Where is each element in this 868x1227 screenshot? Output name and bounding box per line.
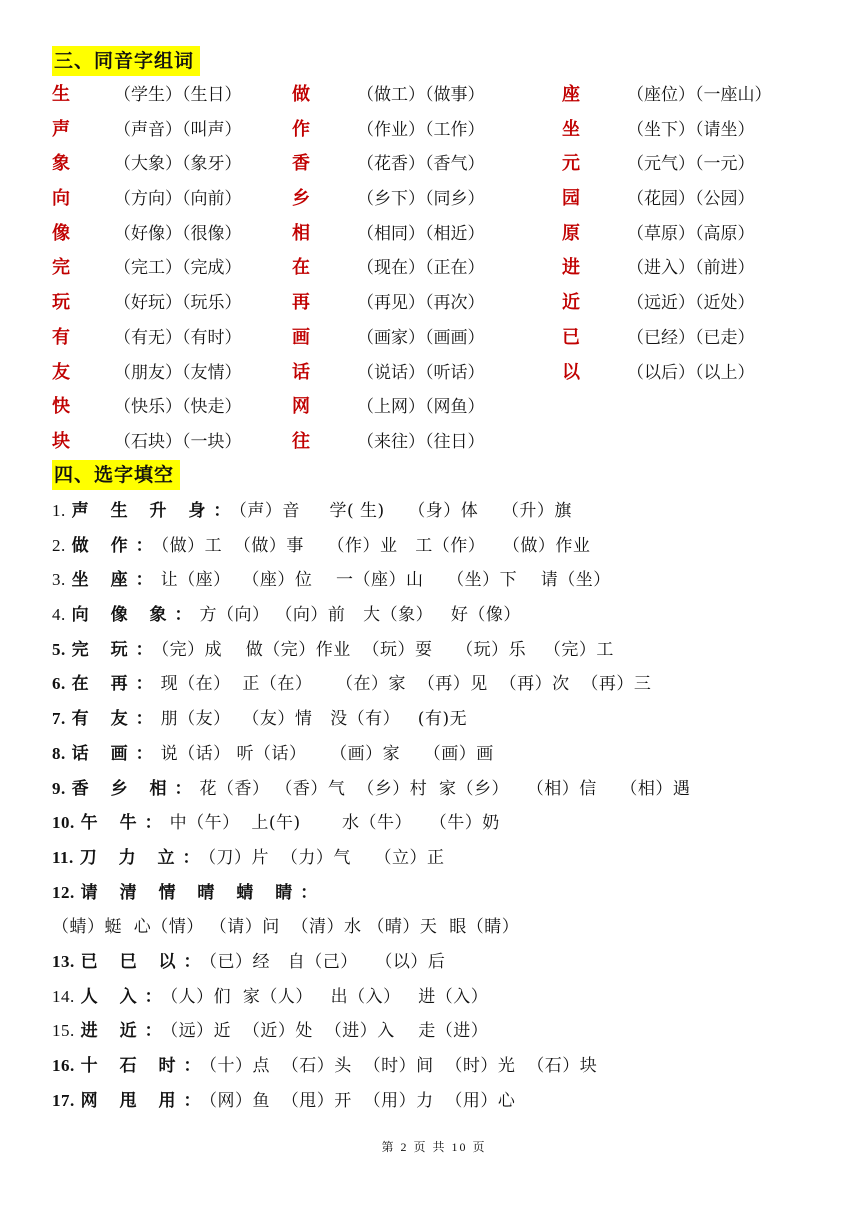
item-characters: 坐 座： bbox=[71, 570, 161, 591]
item-answers: （蜻）蜓 心（情） （请）问 （清）水 （晴）天 眼（睛） bbox=[52, 917, 520, 938]
homophone-words: （大象）（象牙） bbox=[114, 154, 242, 175]
homophone-char: 乡 bbox=[292, 188, 310, 210]
fill-in-item bbox=[52, 565, 852, 600]
homophone-char: 话 bbox=[292, 361, 310, 383]
homophone-words: （来往）（往日） bbox=[357, 431, 485, 452]
homophone-words: （石块）（一块） bbox=[114, 431, 242, 452]
homophone-char: 元 bbox=[562, 153, 580, 175]
fill-in-item bbox=[52, 669, 852, 704]
item-characters: 香 乡 相： bbox=[71, 778, 200, 799]
item-characters: 人 入： bbox=[80, 986, 170, 1007]
item-number: 6. bbox=[52, 674, 66, 694]
homophone-char: 快 bbox=[52, 396, 70, 418]
homophone-row bbox=[52, 323, 852, 358]
item-answers: （声）音 学( 生) （身）体 （升）旗 bbox=[238, 501, 572, 521]
homophone-char: 友 bbox=[52, 361, 70, 383]
item-answers: （已）经 自（己） （以）后 bbox=[208, 951, 446, 972]
item-number: 14. bbox=[52, 986, 75, 1006]
item-number: 11. bbox=[52, 847, 74, 867]
homophone-words: （草原）（高原） bbox=[627, 223, 755, 244]
homophone-words: （花香）（香气） bbox=[357, 154, 485, 175]
homophone-words: （说话）（听话） bbox=[357, 362, 485, 383]
item-answers: 方（向） （向）前 大（象） 好（像） bbox=[199, 605, 521, 626]
fill-in-item bbox=[52, 704, 852, 739]
homophone-words: （再见）（再次） bbox=[357, 293, 485, 314]
fill-in-item bbox=[52, 531, 852, 566]
item-answers: 花（香） （香）气 （乡）村 家（乡） （相）信 （相）遇 bbox=[199, 778, 691, 799]
item-answers: （做）工 （做）事 （作）业 工（作） （做）作业 bbox=[160, 535, 591, 556]
homophone-char: 生 bbox=[52, 84, 70, 105]
item-number: 16. bbox=[52, 1056, 75, 1075]
homophone-char: 像 bbox=[52, 222, 70, 244]
homophone-char: 有 bbox=[52, 326, 70, 348]
fill-in-item bbox=[52, 635, 852, 670]
homophone-grid bbox=[52, 80, 852, 462]
homophone-char: 网 bbox=[292, 396, 310, 418]
item-answers: 现（在） 正（在） （在）家 （再）见 （再）次 （再）三 bbox=[160, 674, 652, 695]
homophone-row bbox=[52, 115, 852, 150]
homophone-row bbox=[52, 219, 852, 254]
fill-in-item bbox=[52, 774, 852, 809]
homophone-char: 已 bbox=[562, 326, 580, 348]
homophone-char: 坐 bbox=[562, 118, 580, 140]
item-number: 9. bbox=[52, 778, 66, 798]
item-number: 1. bbox=[52, 501, 66, 520]
item-number: 3. bbox=[52, 570, 66, 590]
homophone-row bbox=[52, 149, 852, 184]
homophone-char: 完 bbox=[52, 257, 70, 279]
homophone-char: 园 bbox=[562, 188, 580, 210]
item-answers: 朋（友） （友）情 没（有） (有)无 bbox=[160, 709, 468, 730]
item-answers: （网）鱼 （甩）开 （用）力 （用）心 bbox=[208, 1090, 516, 1111]
item-number: 12. bbox=[52, 882, 75, 902]
homophone-char: 玩 bbox=[52, 292, 70, 314]
homophone-words: （快乐）（快走） bbox=[114, 397, 242, 418]
item-characters: 声 生 升 身： bbox=[71, 501, 239, 521]
item-characters: 在 再： bbox=[71, 674, 161, 695]
item-answers: （十）点 （石）头 （时）间 （时）光 （石）块 bbox=[208, 1056, 598, 1076]
page-footer: 第 2 页 共 10 页 bbox=[381, 1140, 487, 1154]
item-characters: 有 友： bbox=[71, 709, 161, 730]
item-number: 15. bbox=[52, 1021, 75, 1041]
fill-in-item bbox=[52, 1051, 852, 1086]
homophone-char: 作 bbox=[292, 118, 310, 140]
section-title-homophones: 三、同音字组词 bbox=[52, 46, 200, 76]
homophone-char: 以 bbox=[562, 361, 580, 383]
homophone-words: （元气）（一元） bbox=[627, 154, 755, 175]
homophone-words: （以后）（以上） bbox=[627, 362, 755, 383]
homophone-words: （进入）（前进） bbox=[627, 258, 755, 279]
homophone-words: （画家）（画画） bbox=[357, 327, 485, 348]
homophone-char: 画 bbox=[292, 326, 310, 348]
homophone-row bbox=[52, 184, 852, 219]
item-number: 13. bbox=[52, 951, 75, 971]
item-characters: 请 清 情 晴 蜻 睛： bbox=[80, 882, 326, 903]
item-number: 5. bbox=[52, 639, 66, 659]
homophone-row bbox=[52, 80, 852, 115]
item-answers: （人）们 家（人） 出（入） 进（入） bbox=[169, 986, 489, 1007]
homophone-words: （有无）（有时） bbox=[114, 327, 242, 348]
section-title-fill-in: 四、选字填空 bbox=[52, 460, 180, 490]
homophone-row bbox=[52, 253, 852, 288]
homophone-char: 香 bbox=[292, 153, 310, 175]
item-characters: 网 甩 用： bbox=[80, 1090, 209, 1111]
homophone-words: （花园）（公园） bbox=[627, 189, 755, 210]
fill-in-item bbox=[52, 808, 852, 843]
homophone-words: （坐下）（请坐） bbox=[627, 119, 755, 140]
homophone-words: （现在）（正在） bbox=[357, 258, 485, 279]
item-characters: 已 巳 以： bbox=[80, 951, 209, 972]
fill-in-item bbox=[52, 843, 852, 878]
item-number: 4. bbox=[52, 605, 66, 625]
item-characters: 完 玩： bbox=[71, 639, 161, 660]
item-number: 10. bbox=[52, 813, 75, 833]
homophone-char: 声 bbox=[52, 118, 70, 140]
homophone-char: 近 bbox=[562, 292, 580, 314]
homophone-char: 象 bbox=[52, 153, 70, 175]
homophone-words: （好玩）（玩乐） bbox=[114, 293, 242, 314]
homophone-row bbox=[52, 427, 852, 462]
item-answers: （刀）片 （力）气 （立）正 bbox=[207, 847, 445, 868]
fill-in-list bbox=[52, 496, 852, 1120]
fill-in-item bbox=[52, 982, 852, 1017]
homophone-char: 在 bbox=[292, 257, 310, 279]
item-answers: （完）成 做（完）作业 （玩）耍 （玩）乐 （完）工 bbox=[160, 639, 614, 660]
fill-in-item bbox=[52, 912, 852, 947]
item-number: 2. bbox=[52, 535, 66, 555]
item-characters: 刀 力 立： bbox=[79, 847, 208, 868]
fill-in-item bbox=[52, 600, 852, 635]
item-answers: 说（话） 听（话） （画）家 （画）画 bbox=[160, 743, 494, 764]
homophone-row bbox=[52, 392, 852, 427]
homophone-words: （座位）（一座山） bbox=[627, 85, 772, 105]
item-answers: （远）近 （近）处 （进）入 走（进） bbox=[169, 1021, 489, 1042]
homophone-words: （朋友）（友情） bbox=[114, 362, 242, 383]
homophone-char: 块 bbox=[52, 430, 70, 452]
fill-in-item bbox=[52, 947, 852, 982]
item-number: 17. bbox=[52, 1090, 75, 1110]
homophone-words: （上网）（网鱼） bbox=[357, 397, 485, 418]
homophone-words: （已经）（已走） bbox=[627, 327, 755, 348]
homophone-char: 往 bbox=[292, 430, 310, 452]
item-characters: 进 近： bbox=[80, 1021, 170, 1042]
homophone-words: （好像）（很像） bbox=[114, 223, 242, 244]
item-characters: 十 石 时： bbox=[80, 1056, 209, 1076]
homophone-char: 相 bbox=[292, 222, 310, 244]
homophone-words: （完工）（完成） bbox=[114, 258, 242, 279]
homophone-char: 做 bbox=[292, 84, 310, 105]
homophone-words: （远近）（近处） bbox=[627, 293, 755, 314]
item-characters: 向 像 象： bbox=[71, 605, 200, 626]
fill-in-item bbox=[52, 1016, 852, 1051]
homophone-words: （做工）（做事） bbox=[357, 85, 485, 105]
homophone-words: （相同）（相近） bbox=[357, 223, 485, 244]
homophone-char: 原 bbox=[562, 222, 580, 244]
homophone-char: 向 bbox=[52, 188, 70, 210]
item-number: 7. bbox=[52, 709, 66, 729]
homophone-words: （声音）（叫声） bbox=[114, 119, 242, 140]
fill-in-item bbox=[52, 878, 852, 913]
item-answers: 让（座） （座）位 一（座）山 （坐）下 请（坐） bbox=[160, 570, 611, 591]
homophone-char: 进 bbox=[562, 257, 580, 279]
fill-in-item bbox=[52, 739, 852, 774]
homophone-words: （作业）（工作） bbox=[357, 119, 485, 140]
homophone-char: 再 bbox=[292, 292, 310, 314]
homophone-row bbox=[52, 358, 852, 393]
fill-in-item bbox=[52, 1086, 852, 1121]
item-number: 8. bbox=[52, 743, 66, 763]
homophone-words: （乡下）（同乡） bbox=[357, 189, 485, 210]
item-answers: 中（午） 上(午) 水（牛） （牛）奶 bbox=[169, 813, 500, 834]
homophone-words: （学生）（生日） bbox=[114, 85, 242, 105]
homophone-row bbox=[52, 288, 852, 323]
homophone-words: （方向）（向前） bbox=[114, 189, 242, 210]
homophone-char: 座 bbox=[562, 84, 580, 105]
item-characters: 午 牛： bbox=[80, 813, 170, 834]
item-characters: 做 作： bbox=[71, 535, 161, 556]
fill-in-item bbox=[52, 496, 852, 531]
item-characters: 话 画： bbox=[71, 743, 161, 764]
